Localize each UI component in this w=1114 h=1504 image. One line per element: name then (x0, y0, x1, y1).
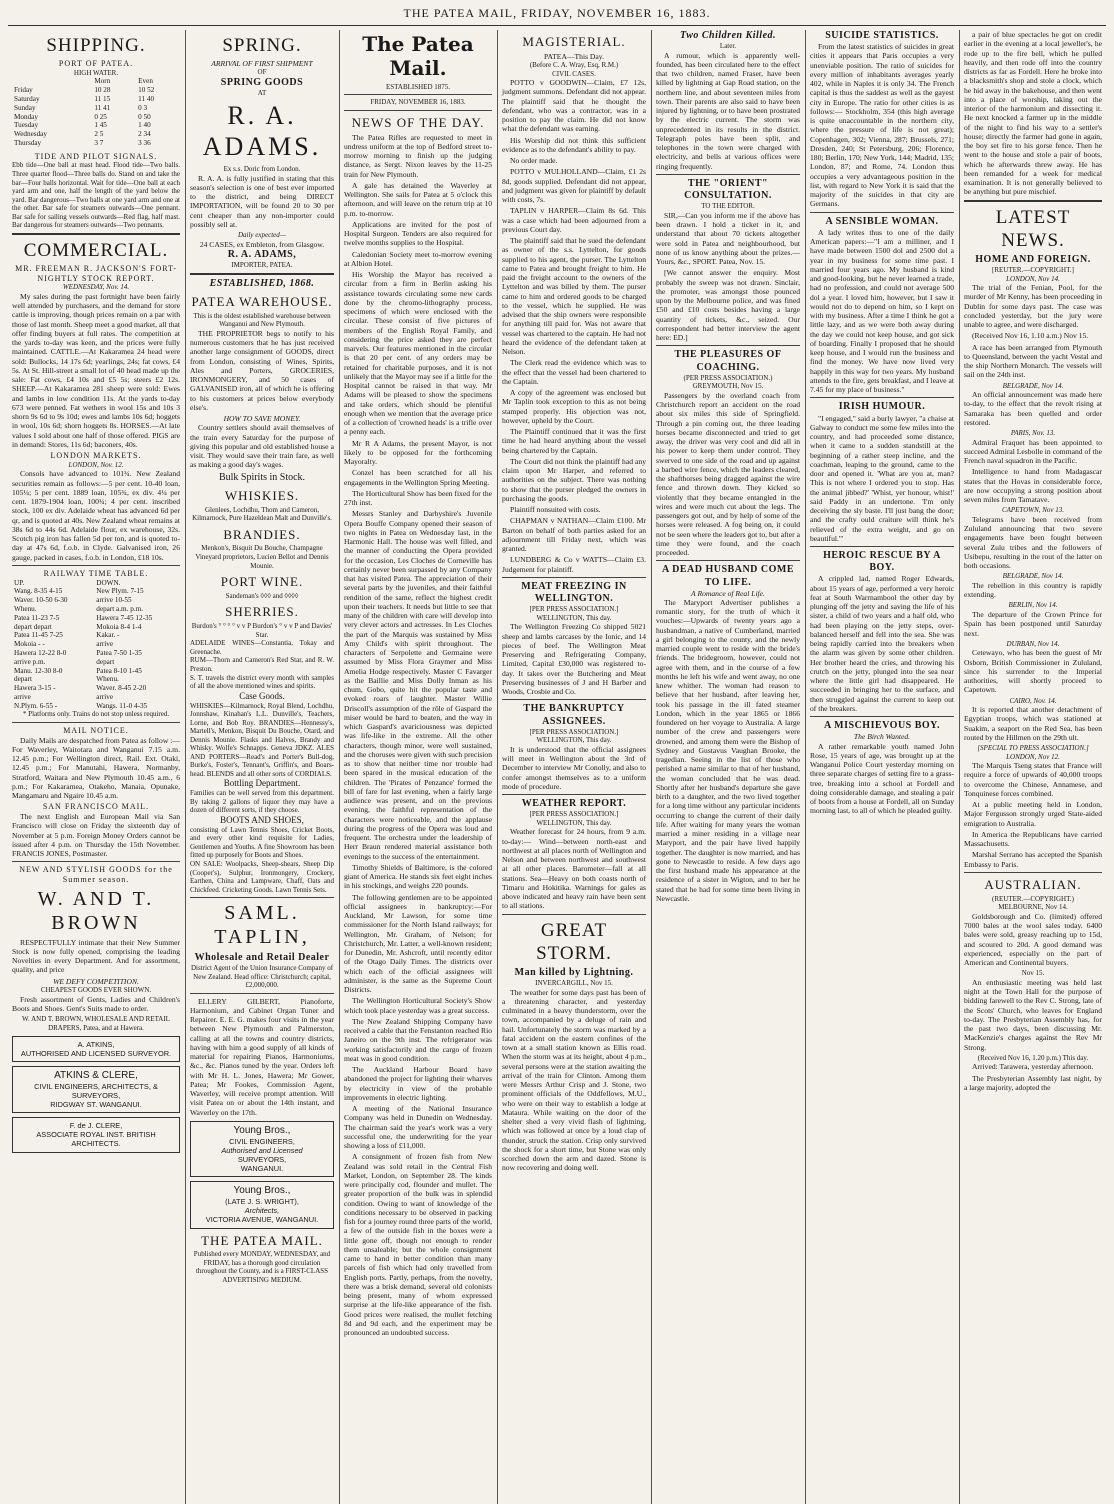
meat-heading: MEAT FREEZING IN WELLINGTON. (521, 580, 627, 605)
magisterial-paragraphs (502, 78, 646, 574)
port-heading: PORT WINE. (220, 574, 304, 590)
latest-news-sub: HOME AND FOREIGN. (975, 253, 1091, 265)
coaching-heading: THE PLEASURES OF COACHING. (674, 349, 782, 373)
news-paragraphs (344, 133, 492, 1338)
article-paragraph: The Clerk read the evidence which was to the effect that the vessel had been chartered to the Captain. (502, 358, 646, 386)
adams-role: IMPORTER, PATEA. (231, 261, 293, 270)
young-bros-line: (LATE J. S. WRIGHT), (225, 1197, 299, 1207)
sale-text: ON SALE: Woolpacks, Sheep-shears, Sheep Dip (Cooper's), Sulphur, Ironmongery, Crockery, Earthen, China and Lampware, Chaff, Oats and Chickfeed. Cricketing Goods. Lawn Tennis Sets. (190, 859, 334, 894)
fde-clere-name: F. de J. CLERE, (69, 1121, 123, 1131)
young-bros-line: CIVIL ENGINEERS, (229, 1137, 295, 1147)
storm-text: The weather for some days past has been of a threatening character, and yesterday culminated in a heavy thunderstorm, over the town, accompanied by a deluge of rain and hail. Unfortunately the storm was marked by a fatal accident on the eastern confines of the town at a small station known as Ellis road. When the storm was at its height, about 4 p.m., several persons were at the station awaiting the arrival of the train for Clinton. Among them were Messrs Arthur Crisp and J. Stone, two prominent officials of the Oddfellows, M.U., who were on their way to establish a lodge at Mataura. While waiting on the door of the shelter shed a very vivid flash of lightning, which was followed at once by a loud clap of thunder, struck the station. Crisp only survived the shock for a short time, but Stone was only scorched down the arm and dazed. Stone is now recovering and doing well. (502, 987, 646, 1173)
spring-goods: SPRING GOODS (220, 76, 304, 88)
london-heading: LONDON MARKETS. (50, 451, 142, 461)
article-paragraph: LUNDBERG & Co v WATTS—Claim £3. Judgement for plaintiff. (502, 555, 646, 574)
established-label: ESTABLISHED, 1868. (209, 277, 315, 289)
fde-clere-card (12, 1117, 180, 1152)
railway-heading: RAILWAY TIME TABLE. (43, 568, 149, 578)
gilbert-text: ELLERY GILBERT, Pianoforte, Harmonium, and Cabinet Organ Tuner and Repairer. E. E. G. makes four visits in the year between New Plymouth and Palmerston, calling at all the towns and country districts, having with him a good supply of all kinds of material for repairing Pianos, Harmoniums, &c., &c. Pianos tuned by the year. Orders left with Mr H. L. Jones, Hawera; Mr Gower, Patea; Mr Fookes, Commission Agent, Waverley, will receive prompt attention. Will visit Patea on or about the 14th instant, and Waverley on the 17th. (190, 996, 334, 1117)
australian-date-2: Nov 15. (1021, 969, 1045, 978)
bankruptcy-assoc: [PER PRESS ASSOCIATION.] (529, 727, 619, 736)
brown-text: RESPECTFULLY intimate that their New Summer Stock is now fully opened, comprising the leading Novelties in every Department. And for assortment, quality, and price (12, 937, 180, 975)
magisterial-before: (Before C. A. Wray, Esq, R.M.) (529, 61, 619, 70)
column-7 (960, 30, 1106, 1504)
reuter-label: [REUTER.—COPYRIGHT.] (992, 266, 1074, 275)
table-row (12, 596, 180, 605)
tide-even: 10 52 (138, 86, 155, 95)
tide-even: 3 36 (138, 138, 151, 147)
rail-header-up: UP. (14, 578, 25, 587)
table-row (12, 667, 180, 676)
rail-cell: Hawera 3-15 - (14, 684, 56, 693)
table-row (12, 121, 180, 130)
rail-cell: Patea 11-23 7-5 (14, 613, 60, 622)
sherries-heading: SHERRIES. (225, 604, 299, 620)
article-paragraph: CAPETOWN, Nov 13. (1001, 506, 1065, 515)
atkins-card (12, 1036, 180, 1062)
article-paragraph: POTTO v MULHOLLAND—Claim, £1 2s 8d, goods supplied. Defendant did not appear, and judgment was given for plaintiff by default with costs, 7s. (502, 167, 646, 205)
clere-card (12, 1066, 180, 1113)
rail-note: * Platforms only. Trains do not stop unless required. (22, 710, 170, 719)
orient-to: TO THE EDITOR. (701, 202, 755, 211)
tide-morn: 2 5 (94, 130, 104, 139)
rail-cell: Waver. 8-45 2-20 (96, 684, 147, 693)
signals-text: Ebb tide—One ball at mast head. Flood tide—Two balls. Three quarter flood—Three balls do. Stand on and take the bar—Four balls horizontal. Wait for tide—One ball at each yard arm and one, half the length of the yard below the yard. Bar dangerous—Two balls at one yard arm and one at the other. Bar safe for steamers outwards—One pennant. Bar safe for sailing vessels outwards—Red flag, half mast. Bar dangerous for steamers outwards—Two pennants. (12, 161, 180, 230)
weather-assoc: [PER PRESS ASSOCIATION.] (529, 810, 619, 819)
mail-notice-heading: MAIL NOTICE. (63, 725, 129, 735)
latest-news-heading: LATEST NEWS. (995, 206, 1071, 251)
australian-heading: AUSTRALIAN. (984, 876, 1082, 892)
high-water-label: HIGH WATER. (73, 68, 119, 77)
fde-clere-title: ASSOCIATE ROYAL INST. BRITISH ARCHITECTS. (36, 1130, 156, 1149)
orient-reply: [We cannot answer the enquiry. Most probably the sweep was not drawn. Sinclair, the promoter, was amongst those pounced upon by the Melbourne police, and was fined £50 and £10 costs besides having a large quantity of tickets, &c., seized. Our correspondent had better interview the agent here: ED.] (656, 268, 800, 343)
heroic-text: A crippled lad, named Roger Edwards, about 15 years of age, performed a very heroic feat at South Warrnambool the other day by plunging off the jetty and saving the life of his sister, a child of two years and a half old, who had been playing on the jetty steps, over-balanced herself and fell into the sea. She was being rapidly carried into the breakers when the alarm was given by some other children. Her brother heard the cries, and throwing his crutch on the jetty, plunged into the sea near where the little girl had disappeared. He succeeded in bringing her to the surface, and then struggled against the current to keep out of the breakers. (810, 574, 954, 713)
case-goods-heading: Case Goods. (239, 690, 285, 701)
warehouse-text: THE PROPRIETOR begs to notify to his numerous customers that he has just received another large consignment of GOODS, direct from London, consisting of Wines, Spirits, Ales and Porters, GROCERIES, IRONMONGERY, and 50 cases of GALVANISED iron, all of which he is offering to his customers at prices below everybody else's. (190, 328, 334, 412)
warehouse-more: Country settlers should avail themselves of the train every Saturday for the purpose of giving this popular and old established house a visit. They would save their train fare, as well as making a good day's wages. (190, 423, 334, 470)
adams-signature: R. A. ADAMS, (227, 248, 297, 260)
commercial-heading: COMMERCIAL. (23, 239, 169, 261)
issue-date: FRIDAY, NOVEMBER 16, 1883. (370, 98, 466, 107)
article-paragraph: A consignment of frozen fish from New Zealand was sold retail in the Central Fish Market, London, on September 28. The kinds were principally cod, flounder and mullet. The greater proportion of the bulk was in splendid condition. Owing to want of knowledge of the conditions necessary to be observed in packing fish for a journey round three parts of the world, a few of the outside fish in the boxes were a little gone off, though not enough to render them unsaleable; but the whole consignment came to hand in better condition than many parcels of fish which had only travelled from English ports. Partly, perhaps, from the novelty, there was a brisk demand, several old colonists being present, many of whom expressed surprise at the life-like appearance of the fish. Good prices were realised, the mullet fetching 8d and 9d each, and the experiment may be pronounced an undoubted success. (344, 1152, 492, 1338)
masthead: The Patea Mail. (362, 32, 474, 81)
tide-even: 11 40 (138, 95, 155, 104)
rail-cell: arrive p.m. (14, 657, 46, 666)
article-paragraph: The departure of the Crown Prince for Spain has been postponed until Saturday next. (964, 610, 1102, 638)
australian-arrived: Arrived: Tarawera, yesterday afternoon. (972, 1062, 1094, 1072)
tide-morn: 1 45 (94, 121, 107, 130)
established-year: ESTABLISHED 1875. (386, 82, 450, 91)
bankruptcy-heading: THE BANKRUPTCY ASSIGNEES. (523, 703, 625, 727)
article-paragraph: A meeting of the National Insurance Company was held in Dunedin on Wednesday. The chairman said the year's work was a very successful one, the underwriting for the year showing a loss of £11,000. (344, 1104, 492, 1151)
article-paragraph: The plaintiff said that he sued the defendant as owner of the s.s. Lyttelton, for goods supplied to his agent, the purser. The Lyttelton came to Patea and brought freight to him. He paid the freight account to the owners of the Lyttelton and was billed by them. The purser came to him and ordered goods to be charged to the vessel, which he supplied. He was advised that the ship owners were responsible for anything till paid for. Was not aware that vessel was chartered to the captain. He had not heard the evidence of the defendant taken at Nelson. (502, 236, 646, 357)
mail-ad-text: Published every MONDAY, WEDNESDAY, and FRIDAY, has a thorough good circulation throughout the County, and is a FIRST-CLASS ADVERTISING MEDIUM. (193, 1250, 331, 1284)
table-row (12, 675, 180, 684)
article-paragraph: The rebellion in this country is rapidly extending. (964, 580, 1102, 600)
rail-cell: New Plym. 7-15 (96, 587, 144, 596)
australian-last: The Presbyterian Assembly last night, by a large majority, adopted the (964, 1073, 1102, 1092)
warehouse-sub: This is the oldest established warehouse between Wanganui and New Plymouth. (193, 311, 331, 329)
stock-report-heading: MR. FREEMAN R. JACKSON'S FORT-NIGHTLY STOCK REPORT. (15, 263, 177, 283)
atkins-name: A. ATKINS, (77, 1040, 115, 1050)
article-paragraph: BELGRADE, Nov 14. (1002, 381, 1064, 390)
australian-received: (Received Nov 16, 1.20 p.m.) This day. (977, 1053, 1089, 1062)
rail-cell: Patea 8-10 1-45 (96, 666, 142, 675)
latest-news-items (964, 275, 1102, 869)
rail-cell: depart depart (14, 622, 52, 631)
table-row (12, 95, 180, 104)
article-paragraph: CAIRO, Nov. 14. (1009, 696, 1057, 705)
heroic-heading: HEROIC RESCUE BY A BOY. (823, 550, 941, 574)
table-row (12, 649, 180, 658)
australian-date: MELBOURNE, Nov 14. (998, 903, 1068, 912)
article-paragraph: DURBAN, Nov 14. (1006, 639, 1060, 648)
meat-text: The Wellington Freezing Co shipped 5021 sheep and lambs carcases by the Ionic, and 14 pieces of beef. The Wellington Meat Preserving and Refrigerating Company, Limited, Capital £30,000 was registered to-day. It takes over the Butchering and Meat Preserving businesses of J and H Barber and Woods, Crosbie and Co. (502, 622, 646, 697)
rail-cell: Kakar. - (96, 631, 120, 640)
tide-day: Sunday (14, 103, 36, 112)
article-paragraph: The Court did not think the plaintiff had any claim upon Mr Harper, and referred to authorities on the subject. There was nothing to show that the purser pledged the owners in purchasing the goods. (502, 456, 646, 503)
article-paragraph: A gale has detained the Waverley at Wellington. She sails for Patea at 5 o'clock this afternoon, and will leave on the return trip at 10 p.m. to-morrow. (344, 180, 492, 218)
brandies-heading: BRANDIES. (223, 526, 301, 542)
case-goods-text: WHISKIES—Kilmarnock, Royal Blend, Lochdhu, Jonnshaw, Kinahan's L.L. Dunville's, Teachers, Lorne, and Bob Roy. BRANDIES—Hennessy's, Martell's, Menkon, Bisquit Du Bouche, Otard, and Dennis Mounie. Flasks and Halves, Brandy and Whisky. Wolfe's Schnapps. Geneva JDKZ. ALES AND PORTERS—Read's and Porter's Bull-dog, Burke's, Foster's, Tennant's, Griffin's, and Boars-head. BLENDS and all other sorts of CORDIALS. (190, 701, 334, 778)
whiskies-heading: WHISKIES. (224, 487, 300, 503)
table-row (12, 631, 180, 640)
young-bros-name: Young Bros., (233, 1124, 291, 1136)
boots-heading: BOOTS AND SHOES, (220, 814, 304, 825)
sf-mail-text: The next English and European Mail via San Francisco will close on Friday the sixteenth day of November at 5 p.m. Foreign Money Orders cannot be issued after 4 p.m. on Thursday the 15th November. FRANCIS JONES, Postmaster. (12, 812, 180, 859)
suicide-text: From the latest statistics of suicides in great cities it appears that Paris occupies a very unenviable position. The ratio of suicides for every million of inhabitants averages yearly 402, while in Naples it is only 34. The French capital is thus the saddest as well as the gayest city in Europe. The ratio for other cities is as follows:— Stockholm, 354 (this high average is quite unaccountable in the northern city, where the pressure of life is not great); Copenhagen, 302; Vienna, 287; Brussels, 271; Dresden, 240; St Petersburg, 206; Florence, 180; Berlin, 170; New York, 144; Madrid, 135; London, 87; and Rome, 74. London thus occupies a very advantageous position in the list, with regard to New York it is said that the majority of the suicides in that city are Germans. (810, 42, 954, 209)
article-paragraph: CHAPMAN v NATHAN—Claim £100. Mr Barton on behalf of both parties asked for an adjournment till Friday next, which was granted. (502, 516, 646, 554)
dead-husband-sub: A Romance of Real Life. (691, 588, 765, 598)
london-text: Consols have advanced to 101¾. New Zealand securities remain as follows:—5 per cent. 10-40 loan, 105¼; 5 per cent. 1889 loan, 105¾, ex div. 4¼ per cent. 1879-1904 loan, 100¾; 4 per cent. inscribed stock, 100 ex div. Adelaide wheat has advanced 6d per qr, and is quoted at 40s. New Zealand wheat remains at 38s 6d to 44s 6d. Adelaide flour, ex warehouse, 32s. Scotch pig iron has fallen 5d per ton, and is quoted to-day at 47s 6d, f.o.b. in Clyde. Galvanised iron, 26 gauge, packed in cases, f.o.b. in London, £18 10s. (12, 469, 180, 562)
article-paragraph: The Horticultural Show has been fixed for the 27th inst. (344, 488, 492, 508)
atkins-title: AUTHORISED AND LICENSED SURVEYOR. (20, 1049, 172, 1059)
coaching-text: Passengers by the overland coach from Christchurch report an accident on the road about six miles this side of Springfield. Through a pin coming out, the three leading horses became disconnected and tried to get away, the driver was very cool and did all in his power to keep them under control. They swerved to one side of the road and up against a barbed wire fence, which the leaders cleared, the shafthorses being dragged against the wire fence and thrown down. They kicked so violently that they became entangled in the wires and were much cut about the legs. The passengers got out, and by help of some of the horses were released. A fog being on, it could not be seen where the leaders got to, but after a time they were found, and the coach proceeded. (656, 390, 800, 558)
london-date: LONDON, Nov. 12. (68, 460, 124, 469)
coaching-assoc: (PER PRESS ASSOCIATION.) (683, 373, 773, 382)
rail-cell: depart a.m. p.m. (96, 605, 144, 614)
young-bros-name: Young Bros., (233, 1185, 291, 1197)
rail-cell: depart (14, 675, 32, 684)
mischief-continued: a pair of blue spectacles he got on credit earlier in the evening at a local jeweller's, he rode up to the fire bell, which he pulled heavily, and then rode off into the country districts as far as Fordell. Here he broke into a blacksmith's shop and stole a clock, which he hid away in the bakehouse, and then went into a place of worship, taking out the interior of the harmonium and dissecting it. He next knocked a farmer up in the middle of the night to find his way to a settler's house; directly the farmer had gone in again, the boy set fire to his gorse fence. Then he went to the house and stole a pair of boots, which he afterwards threw away. He has been remanded for a week for medical examination. It is not generally believed to be anything but pure mischief. (964, 30, 1102, 197)
bulk-spirits: Bulk Spirits in Stock. (218, 471, 306, 483)
railway-table (12, 579, 180, 711)
brown-cheapest: CHEAPEST GOODS EVER SHOWN. (40, 985, 152, 994)
signals-heading: TIDE AND PILOT SIGNALS. (34, 151, 158, 161)
rum-text: RUM—Thorn and Cameron's Red Star, and R. W. Preston. (190, 656, 334, 673)
rail-cell: arrive (96, 692, 114, 701)
article-paragraph: The trial of the Fenian, Pool, for the murder of Mr Kenny, has been proceeding in Dublin for some days past. The case was concluded yesterday, but the jury were unable to agree, and were discharged. (964, 283, 1102, 330)
magisterial-heading: MAGISTERIAL. (522, 34, 626, 49)
adams-daily: Daily expected— (237, 231, 286, 240)
column-2 (186, 30, 338, 1504)
page-header: THE PATEA MAIL, FRIDAY, NOVEMBER 16, 1883. (8, 4, 1106, 26)
rail-cell: Waver. 10-50 6-30 (14, 596, 68, 605)
young-bros-architects-card (190, 1181, 334, 1228)
adams-text: R. A. A. is fully justified in stating that this season's selection is one of best ever imported to the district, and being DIRECT IMPORTATION, will be found 20 to 30 per cent cheaper than any non-importer could possibly sell at. (190, 173, 334, 229)
article-paragraph: Cetewayo, who has been the guest of Mr Osborn, British Commissioner in Zululand, since his surrender to the Imperial authorities, will shortly proceed to Capetown. (964, 648, 1102, 695)
sensible-text: A lady writes thus to one of the daily American papers:—"I am a milliner, and I have made between 1500 dol and 2500 dol a year in my business for some time past. I married four years ago. My husband is kind and good-looking, but he never learned a trade, had no profession, and could not average 500 dol a year. I loved him, however, but I saw it would not do to depend on him, so I kept on with my business. After a time I think he got a little lazy, and as we were both away during the day we could not keep house, and got sick of boarding. Finally I proposed that he should keep house, and I would run the business and find the money. We have now lived very happily in this way for two years. My husband attends to the fire, gets breakfast, and I leave at 7.45 for my place of business." (810, 227, 954, 395)
article-paragraph: It is reported that another detachment of Egyptian troops, which was stationed at Suakim, a seaport on the Red Sea, has been routed by the Hillmen on the 29th ult. (964, 705, 1102, 742)
tide-header: Morn (94, 77, 111, 86)
suicide-heading: SUICIDE STATISTICS. (825, 30, 939, 41)
table-row (12, 623, 180, 632)
article-paragraph: Timothy Shields of Baltimore, is the colored giant of America. He stands six feet eight inches in his stockings, and weighs 220 pounds. (344, 862, 492, 891)
spring-of: OF (257, 68, 267, 77)
rail-cell: Whenu. (96, 675, 119, 684)
article-paragraph: A copy of the agreement was enclosed but Mr Taplin took exception to this as not being stamped properly. His objection was not, however, upheld by the Court. (502, 388, 646, 425)
magisterial-sub: PATEA—This Day. (544, 51, 604, 61)
article-paragraph: LONDON, Nov 14. (1006, 274, 1060, 283)
article-paragraph: An official announcement was made here to-day, to the effect that the revolt rising at Samaraka has been quelled and order restored. (964, 390, 1102, 427)
australian-text: Goldsborough and Co. (limited) offered 7000 bales at the wool sales today. 6400 bales were sold, greasy reaching up to 15d, and scoured to 20d. A good demand was experienced, especially on the part of American and Continental buyers. (964, 911, 1102, 968)
storm-date: INVERCARGILL, Nov 15. (535, 979, 613, 988)
mischief-heading: A MISCHIEVOUS BOY. (824, 720, 940, 732)
table-row (12, 130, 180, 139)
article-paragraph: PARIS, Nov. 13. (1010, 429, 1056, 438)
tide-even: 2 34 (138, 130, 151, 139)
article-paragraph: In America the Republicans have carried Massachusetts. (964, 829, 1102, 849)
article-paragraph: No order made. (510, 156, 558, 166)
column-4 (498, 30, 650, 1504)
article-paragraph: Mr R A Adams, the present Mayor, is not likely to be opposed for the forthcoming Mayoralty. (344, 438, 492, 467)
rail-cell: Mokoia - - (14, 640, 45, 649)
news-heading: NEWS OF THE DAY. (351, 114, 485, 130)
table-row (12, 640, 180, 649)
table-row (12, 587, 180, 596)
bottling-heading: Bottling Department. (223, 778, 301, 789)
young-bros-line: SURVEYORS, (237, 1155, 287, 1165)
article-paragraph: BELGRADE, Nov 14. (1002, 572, 1064, 581)
tide-morn: 10 28 (94, 86, 111, 95)
orient-heading: THE "ORIENT" CONSULTATION. (684, 177, 772, 202)
article-paragraph: (Received Nov 16, 1.10 a.m.) Nov 15. (972, 331, 1089, 341)
article-paragraph: The Auckland Harbour Board have abandoned the project for lighting their wharves by electricity in view of the probable improvements in electric lighting. (344, 1065, 492, 1102)
irish-text: "I engaged," said a burly lawyer, "a chaise at Galway to conduct me some few miles into the country, and had proceeded some distance, when it came to a sudden standstill at the beginning of a rather steep incline, and the coachman, leaping to the ground, came to the door and opened it. 'What are you at, man? This is not where I ordered you to stop. Has the animal jibbed?' 'Whist, yer honour, whist!' said Paddy in an undertone. 'I'm only deceiving the sly baste. I'll just bang the door; and the crafty ould craiture will think he's relieved of the extra weight, and go on beautiful.'" (810, 413, 954, 543)
article-paragraph: [SPECIAL TO PRESS ASSOCIATION.] LONDON, Nov 12. (977, 744, 1089, 761)
tide-morn: 3 7 (94, 138, 104, 147)
mail-notice-text: Daily Mails are despatched from Patea as follow :—For Waverley, Waitotara and Wanganui 7.15 a.m. 12.45 p.m.; For Wellington direct, Rail. Ext. Otaki, 12.45 p.m.; For Manutahi, Hawera, Normanby, Stratford, Waitara and New Plymouth 10.45 a.m., 6 p.m.; For Kakaramea, Otakeho, Manaia, Opunake, Mangamaru and Ngaire 10.45 a.m. (12, 735, 180, 801)
sensible-heading: A SENSIBLE WOMAN. (825, 215, 939, 227)
spring-at: AT (257, 89, 267, 98)
dead-husband-text: The Maryport Advertiser publishes a romantic story, for the truth of which it vouches:—Upwards of twenty years ago a husbandman, a native of Cumberland, married a girl belonging to the county, and the newly married couple went to reside with the bride's friends. The bridegroom, however, could not agree with them, and in the course of a few months he left his wife and went away, no one knew whither. The woman had reason to believe that her husband, after leaving her, took his passage in the ill fated steamer London, which in the year 1865 or 1866 foundered on her voyage to Australia. A large number of the crew and passengers were drowned, and among them were the Bishop of Sydney and Gustavus Vaughan Brooke, the tragedian. Seeing in the list of those who perished a name similar to that of her husband, the woman concluded that he was dead. Shortly after her husband's departure she gave birth to a daughter, and the two lived together for a long time without any particular incidents occurring to change the current of their daily life. After waiting for many years the woman married a miner residing in a village near Maryport, and the pair have lived happily together. The daughter is now married, and has gone to Newcastle to reside. A few days ago the first husband made his appearance at the residence of a sister in Wigton, and to her he stated that he had for some time been living in Newcastle. (656, 597, 800, 903)
mischief-text: A rather remarkable youth named John Rose, 15 years of age, was brought up at the Wanganui Police Court yesterday morning on three separate charges of setting fire to a grass-tree, breaking into a school at Fordell and doing considerable damage, and stealing a pair of boots from a house at Fordell, all on Sunday morning last, to all of which he pleaded guilty. (810, 741, 954, 816)
tide-even: 1 40 (138, 121, 151, 130)
column-6 (806, 30, 958, 1504)
article-paragraph: Applications are invited for the post of Hospital Surgeon. Tenders are also required for twelve months supplies to the Hospital. (344, 219, 492, 248)
article-paragraph: Intelligence to hand from Madagascar states that the Hovas in considerable force, are now occupying a strong position about seven miles from Tamatave. (964, 467, 1102, 505)
article-paragraph: A race has been arranged from Plymouth to Queensland, between the yacht Vestal and the ship Northern Monarch. The vessels will sail on the 24th inst. (964, 342, 1102, 380)
two-children-text: A rumour, which is apparently well-founded, has been circulated here to the effect that two children, named Fraser, have been killed by lightning at Gap Road station, on the northern line, and about seventeen miles from town. Their parents are also said to have been injured by lightning, or to have been prostrated by the electric current. The storm was unprecedented in its results in the district. Telegraph poles have been split, and telephones in the town were charged with electricity, and bells at various offices were ringing frequently. (656, 50, 800, 171)
two-children-sub: Later. (719, 42, 737, 51)
article-paragraph: His Worship did not think this sufficient evidence as to the defendant's ability to pay. (502, 135, 646, 154)
sf-mail-heading: SAN FRANCISCO MAIL. (42, 802, 150, 812)
coaching-date: GREYMOUTH, Nov 15. (692, 382, 764, 391)
weather-date: WELLINGTON, This day. (536, 818, 612, 827)
tide-morn: 0 25 (94, 112, 107, 121)
australian-reuter: (REUTER.—COPYRIGHT.) (992, 894, 1074, 903)
article-paragraph: The Plaintiff continued that it was the first time he had heard anything about the vessel being chartered by the Captain. (502, 427, 646, 455)
rail-header-down: DOWN. (96, 578, 121, 587)
table-row (12, 658, 180, 667)
brown-signature: W. AND T. BROWN, WHOLESALE AND RETAIL DRAPERS, Patea, and at Hawera. (22, 1015, 170, 1032)
brandies-text: Menkon's, Bisquit Du Bouche, Champagne Vineyard proprietors, Lucien Bellot and Dennis Mounie. (195, 544, 329, 570)
clere-name: ATKINS & CLERE, (54, 1070, 138, 1082)
taplin-name: SAML. TAPLIN, (214, 902, 310, 949)
young-bros-line: WANGANUI. (240, 1164, 284, 1174)
article-paragraph: BERLIN, Nov 14. (1008, 601, 1058, 610)
bottling-text: Families can be well served from this department. By taking 2 gallons of liquor they may have a dozen of different sorts, if they choose. (190, 789, 334, 815)
table-row (12, 139, 180, 148)
young-bros-line: VICTORIA AVENUE, WANGANUI. (205, 1215, 319, 1225)
weather-text: Weather forecast for 24 hours, from 9 a.m. to-day:— Wind—between north-east and northwest at all places north of Wellington and Nelson and between northwest and southwest at all other places. Barometer—fall at all stations. Sea—Heavy on both coasts north of Timaru and Hokitika. Warnings for gales as above indicated and heavy rain have been sent to all stations. (502, 827, 646, 911)
rail-cell: depart (96, 657, 115, 666)
civil-cases: CIVIL CASES. (552, 69, 596, 78)
storm-sub: Man killed by Lightning. (514, 966, 634, 978)
article-paragraph: POTTO v GOODWIN—Claim, £7 12s, judgment summons. Defendant did not appear. The plaintiff said that he thought the defendant, who was a contractor, was in a position to pay the claim. He did not know what the defendant was earning. (502, 78, 646, 134)
rail-cell: N.Plym. 6-55 - (14, 701, 58, 710)
column-3 (340, 30, 496, 1504)
orient-text: SIR,—Can you inform me if the above has been drawn. I hold a ticket in it, and understand that about 70 tickets altogether were sold in Patea and neighbourhood, but none of us know anything about the prizes.—Yours, &c., SPORT. Patea, Nov. 15. (656, 210, 800, 267)
article-paragraph: Admiral Fraquet has been appointed to succeed Admiral Lesbolle in command of the French naval squadron in the Pacific. (964, 437, 1102, 466)
article-paragraph: Marshal Serrano has accepted the Spanish Embassy to Paris. (964, 850, 1102, 869)
storm-heading: GREAT STORM. (536, 919, 612, 964)
travel-text: S. T. travels the district every month with samples of all the above mentioned wines and spirits. (190, 673, 334, 691)
table-row (12, 104, 180, 113)
article-paragraph: The Marquis Tseng states that France will require a force of upwards of 40,000 troops to overcome the Chinese, Annamese, and Tonquinese forces combined. (964, 761, 1102, 798)
tide-header (12, 77, 92, 86)
rail-cell: arrive 10-55 (96, 596, 132, 605)
sherries-text: Burdon's ° ° ° ° v v P Burdon's ° v v P and Davies' Star. (191, 622, 333, 639)
port-text: Sandeman's ◊◊◊ and ◊◊◊◊ (225, 591, 299, 600)
warehouse-slogan: HOW TO SAVE MONEY. (223, 414, 301, 423)
stock-report-date: WEDNESDAY, Nov. 14. (62, 283, 130, 292)
tide-day: Wednesday (14, 130, 47, 139)
tide-day: Saturday (14, 95, 40, 104)
whiskies-text: Glenlees, Lochdhu, Thom and Cameron, Kilmarnock, Pure Hazeldean Malt and Dunville's. (192, 505, 332, 523)
bankruptcy-text: It is understood that the official assignees will meet in Wellington about the 3rd of December to interview Mr Conolly, and also to confer amongst themselves as to a uniform mode of procedure. (502, 744, 646, 791)
young-bros-line: Architects, (244, 1206, 280, 1216)
table-row (12, 113, 180, 122)
rail-cell: Whenu. (14, 605, 37, 614)
taplin-role: Wholesale and Retail Dealer (194, 951, 330, 963)
tide-day: Tuesday (14, 121, 39, 130)
bankruptcy-date: WELLINGTON, This day. (536, 736, 612, 745)
article-paragraph: TAPLIN v HARPER—Claim 8s 6d. This was a case which had been adjourned from a previous Court day. (502, 206, 646, 234)
adams-ship: Ex s.s. Doric from London. (223, 165, 301, 174)
rail-cell: Hawera 12-22 8-0 (14, 648, 67, 657)
article-paragraph: Conzel has been scratched for all his engagements in the Wellington Spring Meeting. (344, 468, 492, 487)
adams-name: R. A. ADAMS. (202, 100, 322, 162)
mischief-sub: The Birch Wanted. (853, 732, 911, 742)
column-1 (8, 30, 184, 1504)
adelaide-wines: ADELAIDE WINES—Constantia, Tokay and Greenache. (190, 639, 334, 656)
table-row (12, 702, 180, 711)
article-paragraph: Caledonian Society meet to-morrow evening at Albion Hotel. (344, 249, 492, 268)
article-paragraph: The Wellington Horticultural Society's Show which took place yesterday was a great success. (344, 996, 492, 1015)
article-paragraph: At a public meeting held in London, Major Fergusson strongly urged State-aided emigration to Australia. (964, 800, 1102, 828)
article-paragraph: The following gentlemen are to be appointed official assignees in bankruptcy:—For Auckland, Mr Lawson, for some time commissioner for the North Island railways; for Wellington, Mr. Graham, of Nelson; for Christchurch, Mr. Latter, a well-known resident; for Dunedin, Mr. Ashcroft, until recently editor of the Otago Daily Times. The districts over which each of the official assignees will administer, is the same as the Supreme Court Districts. (344, 892, 492, 995)
table-row (12, 693, 180, 702)
port-label: PORT OF PATEA. (58, 59, 134, 69)
clere-title: CIVIL ENGINEERS, ARCHITECTS, & SURVEYORS, (34, 1082, 158, 1101)
rail-cell: Wang. 8-35 4-15 (14, 587, 63, 596)
table-row (12, 684, 180, 693)
two-children-heading: Two Children Killed. (679, 30, 777, 41)
rail-cell: arrive (96, 640, 114, 649)
rail-cell: Patea 11-45 7-25 (14, 631, 63, 640)
rail-cell: Patea 7-50 1-35 (96, 648, 142, 657)
article-paragraph: His Worship the Mayor has received a circular from a firm in Berlin asking his assistance towards circulating some new cards done by the chromo-lithography process, specimens of which were enclosed with the circular. These consist of five pictures of members of the English Royal Family, and considering the price asked they are perfect marvels. Our features mentioned in the circular is that 20 per cent. of any orders may be retained for charitable purposes, and it is not unlikely that the Mayor may see if a little for the Hospital cannot be raised in that way. Mr Adams will be pleased to show the specimens and take orders, which should be plentiful enough when we mention that the average price of a collection of 'crowned heads' is a trifle over a penny each. (344, 270, 492, 437)
article-paragraph: Plaintiff nonsuited with costs. (510, 505, 601, 515)
rail-cell: arrive (14, 692, 31, 701)
brown-more: Fresh assortment of Gents, Ladies and Children's Boots and Shoes. Gent's Suits made to order. (12, 994, 180, 1013)
brown-name: W. AND T. BROWN (37, 887, 155, 935)
spring-sub: ARRIVAL OF FIRST SHIPMENT (211, 59, 313, 69)
article-paragraph: The New Zealand Shipping Company have received a cable that the Fenstanton reached Rio Janeiro on the 9th inst. The refrigerator was working satisfactorily and the cargo of frozen meat was in good condition. (344, 1016, 492, 1063)
young-bros-engineers-card (190, 1121, 334, 1177)
tide-table (12, 77, 180, 147)
meat-date: WELLINGTON, This day. (536, 613, 612, 622)
spring-heading: SPRING. (222, 35, 302, 56)
tide-morn: 11 15 (94, 95, 111, 104)
australian-text-2: An enthusiastic meeting was held last night at the Town Hall for the purpose of bidding farewell to the Rev C. Strong, late of the Scots' Church, who leaves for England to-day. The Presbyterian Assembly has, for the past two days, been discussing Mr. MacKenzie's charges against the Rev Mr Strong. (964, 977, 1102, 1052)
column-5 (652, 30, 804, 1504)
table-row (12, 605, 180, 614)
warehouse-heading: PATEA WAREHOUSE. (191, 293, 333, 309)
weather-heading: WEATHER REPORT. (521, 798, 627, 810)
mail-ad-heading: THE PATEA MAIL. (201, 1232, 323, 1248)
article-paragraph: The Patea Rifles are requested to meet in undress uniform at the top of Bedford street to-morrow morning to finish up the judging distance, as Sergt. Nixon leaves by the 11-25 train for New Plymouth. (344, 132, 492, 179)
tide-day: Thursday (14, 138, 42, 147)
table-row (12, 86, 180, 95)
table-row (12, 614, 180, 623)
brown-slogan: WE DEFY COMPETITION. (53, 976, 139, 986)
article-paragraph: Messrs Stanley and Darbyshire's Juvenile Opera Bouffe Company opened their season of two nights in Patea on Wednesday last, in the Harmonic Hall. The house was well filled, and the manner of conducting the Opera provided for the occasion, Les Cloches de Corneville has certainly never been surpassed by any Company that has visited Patea. The appreciation of their several parts by the juveniles, and their faithful rendition of the same, reflect the highest credit upon their teachers. It needs but little to see that many of the children with care will develop into very clever actors and actresses. In Les Cloches the part of the Marquis was sustained by Miss Amy Child's with spirit throughout. The characters of Serpolette and Germaine were assumed by Miss Flora Graymer and Miss Amelia Hodge respectively. Master C Favarger as the Baillie and Miss Dolly Inman as his chum, Gobo, quite hit the popular taste and evoked roars of laughter. Master Willie Driscoll's assumption of the rôle of Gaspard the miser would be hard to beaten, and the way in which Gaspard's avariciousness was depicted was life-like in the extreme. All the other characters, though minor, were well sustained, and the choruses were given with such precision as to show that neither time nor trouble had been spared in the musical education of the children. The 'Pirates of Penzance' formed the bill of fare for last evening, when a fairly large audience was present, and on the previous evening, the faithful representation of the characters were noticeable, and the applause during the progress of the Opera was loud and frequent. The orchestra under the leadership of Herr Braun rendered material assistance both evenings to the success of the entertainment. (344, 509, 492, 861)
taplin-text: District Agent of the Union Insurance Company of New Zealand. Head office: Christchurch; capital, £2,000,000. (190, 964, 334, 990)
shipping-heading: SHIPPING. (46, 35, 146, 56)
tide-day: Monday (14, 112, 38, 121)
columns (8, 26, 1106, 1504)
rail-cell: Hawera 7-45 12-35 (96, 613, 153, 622)
meat-assoc: [PER PRESS ASSOCIATION.] (529, 605, 619, 614)
irish-heading: IRISH HUMOUR. (838, 401, 926, 413)
rail-cell: Mokoia 8-4 1-4 (96, 622, 142, 631)
tide-even: 0 50 (138, 112, 151, 121)
dead-husband-heading: A DEAD HUSBAND COME TO LIFE. (661, 564, 794, 588)
clere-address: RIDGWAY ST. WANGANUI. (50, 1100, 142, 1110)
tide-header: Even (138, 77, 153, 86)
rail-cell: Manu. 12-30 8-0 (14, 666, 63, 675)
rail-cell: Wangs. 11-0 4-35 (96, 701, 148, 710)
young-bros-line: Authorised and Licensed (221, 1146, 303, 1156)
tide-even: 0 3 (138, 103, 148, 112)
article-paragraph: Telegrams have been received from Zululand announcing that two severe engagements have been fought between several Zulu tribes and the followers of Usibepu, resulting in the rout of the latter on both occasions. (964, 514, 1102, 571)
boots-text: consisting of Lawn Tennis Shoes, Cricket Boots, and every other kind requisite for Ladies, Gentlemen and Youths. A fine Showroom has been fitted up purposely for Boots and Shoes. (190, 825, 334, 860)
tide-day: Friday (14, 86, 33, 95)
tide-morn: 11 41 (94, 103, 111, 112)
adams-cases: 24 CASES, ex Embleton, from Glasgow. (199, 239, 325, 249)
stock-report-text: My sales during the past fortnight have been fairly well attended by purchasers, and the demand for store cattle is improving, though prices remain on a par with those of last month. Sheep meet a good market, all that offer finding buyers at full rates. The competition at the yards to-day was keen, and the prices were fully maintained. CATTLE.—At Kakaramea 24 head were sold: Bullocks, 14 17s 6d; yearlings, 24s; fat cows, £4 5s. At St. Hill-street a small lot of 40 head made up the sale: Fat cows, £4 10s and £5 5s; steers £2 12s. SHEEP.—At Kakaramea 281 sheep were sold: Ewes and lambs in low condition 11s. At the yards to-day 673 were penned. Fat wethers in wool 15s and 10s 3 shorn 9s 6d to 9s 10d; ewes and lambs 10s 6d; hoggets in wool, 10s 6d; shorn hoggets 8s. HORSES.—At late values I sold about one half of those offered. PIGS are in demand: Stores, 11s 6d; baconers, 40s. (12, 291, 180, 449)
brown-goods-heading: NEW AND STYLISH GOODS for the Summer season. (19, 865, 173, 885)
